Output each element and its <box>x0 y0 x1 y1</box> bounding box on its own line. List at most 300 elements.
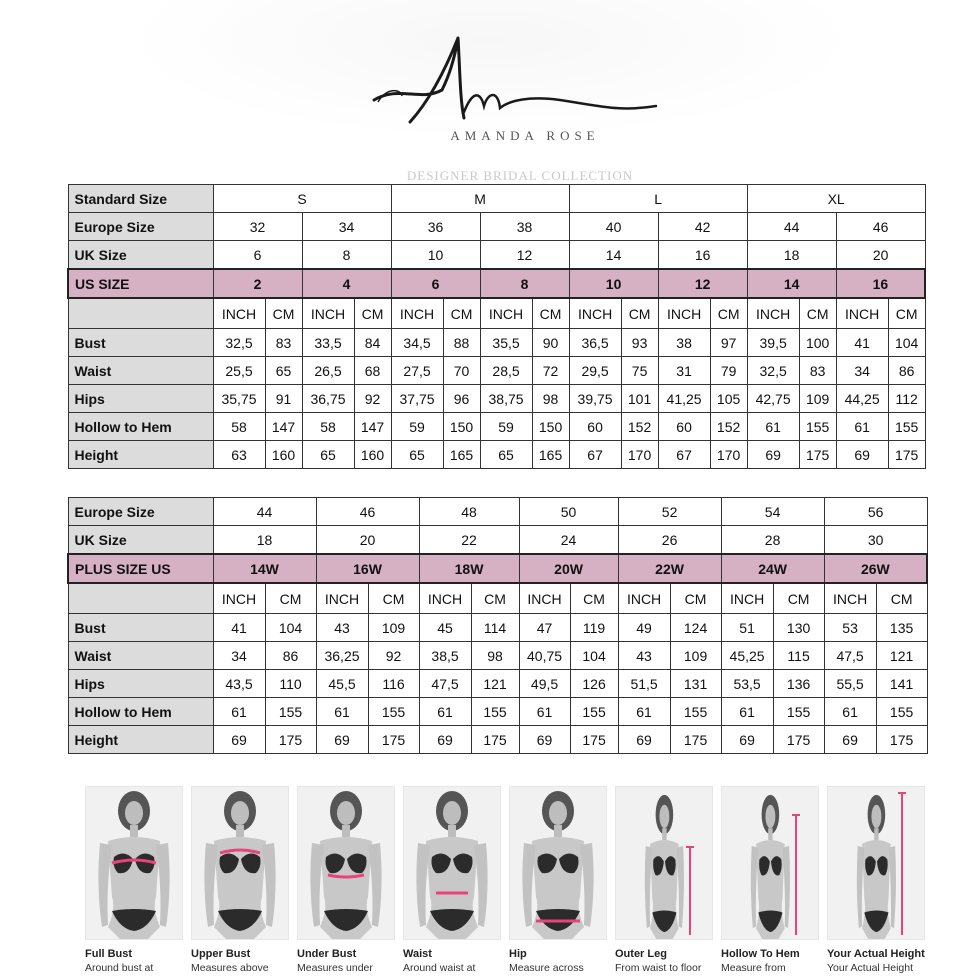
europe-size-cell: 44 <box>213 498 316 526</box>
measure-cell: 104 <box>265 614 316 642</box>
measure-cell: 49,5 <box>519 670 570 698</box>
unit-inch: INCH <box>824 583 876 614</box>
measure-cell: 110 <box>265 670 316 698</box>
measure-cell: 104 <box>888 329 925 357</box>
measure-cell: 61 <box>419 698 471 726</box>
measure-cell: 121 <box>471 670 519 698</box>
measure-cell: 152 <box>621 413 658 441</box>
measure-cell: 175 <box>888 441 925 469</box>
measure-cell: 39,75 <box>569 385 621 413</box>
measure-cell: 58 <box>213 413 265 441</box>
figure-under-bust-icon <box>297 786 395 940</box>
measure-cell: 147 <box>265 413 302 441</box>
measure-cell: 155 <box>876 698 927 726</box>
uk-size-cell: 24 <box>519 526 618 555</box>
figure-description: From waist to floor <box>615 962 702 974</box>
measurement-figure <box>827 786 925 974</box>
uk-size-cell: 20 <box>316 526 419 555</box>
us-size-cell: 14 <box>747 269 836 298</box>
measure-cell: 170 <box>621 441 658 469</box>
measure-cell: 101 <box>621 385 658 413</box>
figure-title: Your Actual Height <box>827 948 925 960</box>
europe-size-cell: 48 <box>419 498 519 526</box>
table-row <box>68 385 925 413</box>
measure-cell: 33,5 <box>302 329 354 357</box>
row-label: Europe Size <box>68 213 213 241</box>
logo-area <box>0 0 980 185</box>
measure-cell: 175 <box>471 726 519 754</box>
table-row <box>68 498 927 526</box>
measure-cell: 98 <box>532 385 569 413</box>
table-row <box>68 441 925 469</box>
measure-cell: 155 <box>471 698 519 726</box>
europe-size-cell: 36 <box>391 213 480 241</box>
measure-cell: 155 <box>368 698 419 726</box>
standard-size-cell: S <box>213 185 391 213</box>
row-label: US SIZE <box>68 269 213 298</box>
unit-cm: CM <box>670 583 721 614</box>
us-size-cell: 26W <box>824 554 927 583</box>
measure-cell: 69 <box>824 726 876 754</box>
europe-size-cell: 54 <box>721 498 824 526</box>
uk-size-cell: 18 <box>213 526 316 555</box>
unit-inch: INCH <box>836 298 888 329</box>
unit-inch: INCH <box>721 583 773 614</box>
measure-cell: 69 <box>747 441 799 469</box>
us-size-cell: 24W <box>721 554 824 583</box>
table-row <box>68 614 927 642</box>
figure-upper-bust-icon <box>191 786 289 940</box>
measure-cell: 44,25 <box>836 385 888 413</box>
measurement-figure <box>615 786 713 974</box>
measure-cell: 155 <box>773 698 824 726</box>
measure-cell: 37,75 <box>391 385 443 413</box>
standard-size-cell: L <box>569 185 747 213</box>
row-label: UK Size <box>68 241 213 270</box>
measure-cell: 31 <box>658 357 710 385</box>
us-size-cell: 20W <box>519 554 618 583</box>
brand-name: AMANDA ROSE <box>450 128 600 143</box>
measure-cell: 126 <box>570 670 618 698</box>
measure-cell: 27,5 <box>391 357 443 385</box>
us-size-cell: 18W <box>419 554 519 583</box>
figure-hip-icon <box>509 786 607 940</box>
measure-cell: 61 <box>316 698 368 726</box>
measure-cell: 72 <box>532 357 569 385</box>
measure-cell: 131 <box>670 670 721 698</box>
row-label: Hollow to Hem <box>68 413 213 441</box>
measure-cell: 34 <box>836 357 888 385</box>
measure-cell: 59 <box>391 413 443 441</box>
measure-cell: 61 <box>721 698 773 726</box>
measure-cell: 91 <box>265 385 302 413</box>
table-row <box>68 413 925 441</box>
figure-title: Hollow To Hem <box>721 948 800 960</box>
measure-cell: 100 <box>799 329 836 357</box>
measure-cell: 35,5 <box>480 329 532 357</box>
unit-inch: INCH <box>213 298 265 329</box>
measure-cell: 92 <box>354 385 391 413</box>
measure-cell: 53 <box>824 614 876 642</box>
standard-size-cell: XL <box>747 185 925 213</box>
unit-cm: CM <box>799 298 836 329</box>
table-row <box>68 269 925 298</box>
measure-cell: 175 <box>773 726 824 754</box>
measure-cell: 63 <box>213 441 265 469</box>
uk-size-cell: 6 <box>213 241 302 270</box>
measure-cell: 155 <box>570 698 618 726</box>
plus-size-table <box>67 497 928 754</box>
figure-description: Around bust at <box>85 962 154 974</box>
measure-cell: 86 <box>265 642 316 670</box>
measure-cell: 83 <box>799 357 836 385</box>
measure-cell: 83 <box>265 329 302 357</box>
measurement-guide <box>0 786 980 980</box>
uk-size-cell: 10 <box>391 241 480 270</box>
europe-size-cell: 46 <box>316 498 419 526</box>
measure-cell: 45,25 <box>721 642 773 670</box>
measure-cell: 109 <box>368 614 419 642</box>
us-size-cell: 16 <box>836 269 925 298</box>
europe-size-cell: 40 <box>569 213 658 241</box>
measure-cell: 61 <box>519 698 570 726</box>
row-label-empty <box>68 583 213 614</box>
unit-inch: INCH <box>519 583 570 614</box>
measure-cell: 150 <box>443 413 480 441</box>
us-size-cell: 6 <box>391 269 480 298</box>
row-label: Height <box>68 441 213 469</box>
europe-size-cell: 38 <box>480 213 569 241</box>
row-label: UK Size <box>68 526 213 555</box>
row-label: Europe Size <box>68 498 213 526</box>
measure-cell: 69 <box>519 726 570 754</box>
measure-cell: 155 <box>888 413 925 441</box>
unit-cm: CM <box>876 583 927 614</box>
measure-cell: 61 <box>213 698 265 726</box>
measure-cell: 38,5 <box>419 642 471 670</box>
unit-cm: CM <box>710 298 747 329</box>
measure-cell: 175 <box>368 726 419 754</box>
measure-cell: 115 <box>773 642 824 670</box>
figure-title: Waist <box>403 948 432 960</box>
measure-cell: 41 <box>213 614 265 642</box>
figure-description: Measures under <box>297 962 373 974</box>
measure-cell: 69 <box>618 726 670 754</box>
measure-cell: 38,75 <box>480 385 532 413</box>
measure-cell: 32,5 <box>213 329 265 357</box>
measure-cell: 40,75 <box>519 642 570 670</box>
europe-size-cell: 52 <box>618 498 721 526</box>
measure-cell: 175 <box>670 726 721 754</box>
unit-cm: CM <box>888 298 925 329</box>
row-label: Bust <box>68 329 213 357</box>
measure-cell: 35,75 <box>213 385 265 413</box>
unit-inch: INCH <box>419 583 471 614</box>
table-row <box>68 357 925 385</box>
measure-cell: 155 <box>265 698 316 726</box>
uk-size-cell: 14 <box>569 241 658 270</box>
figure-title: Outer Leg <box>615 948 667 960</box>
measure-cell: 36,25 <box>316 642 368 670</box>
measure-cell: 43 <box>618 642 670 670</box>
us-size-cell: 22W <box>618 554 721 583</box>
measure-cell: 97 <box>710 329 747 357</box>
measure-cell: 121 <box>876 642 927 670</box>
figure-bust-icon <box>85 786 183 940</box>
measure-cell: 160 <box>265 441 302 469</box>
measure-cell: 165 <box>443 441 480 469</box>
measure-cell: 28,5 <box>480 357 532 385</box>
measure-cell: 59 <box>480 413 532 441</box>
measure-cell: 109 <box>670 642 721 670</box>
table-row <box>68 642 927 670</box>
measure-cell: 70 <box>443 357 480 385</box>
measure-cell: 43,5 <box>213 670 265 698</box>
measure-cell: 104 <box>570 642 618 670</box>
measure-cell: 136 <box>773 670 824 698</box>
uk-size-cell: 18 <box>747 241 836 270</box>
unit-cm: CM <box>621 298 658 329</box>
us-size-cell: 14W <box>213 554 316 583</box>
measure-cell: 38 <box>658 329 710 357</box>
measure-cell: 51 <box>721 614 773 642</box>
figure-hollow-icon <box>721 786 819 940</box>
unit-cm: CM <box>265 298 302 329</box>
unit-cm: CM <box>471 583 519 614</box>
table-row <box>68 670 927 698</box>
measure-cell: 41,25 <box>658 385 710 413</box>
measure-cell: 175 <box>570 726 618 754</box>
measurement-figure <box>403 786 501 974</box>
uk-size-cell: 26 <box>618 526 721 555</box>
table-row <box>68 698 927 726</box>
measure-cell: 147 <box>354 413 391 441</box>
us-size-cell: 10 <box>569 269 658 298</box>
measure-cell: 61 <box>836 413 888 441</box>
measure-cell: 36,5 <box>569 329 621 357</box>
measure-cell: 84 <box>354 329 391 357</box>
figure-description: Measures above <box>191 962 269 974</box>
unit-inch: INCH <box>302 298 354 329</box>
row-label: PLUS SIZE US <box>68 554 213 583</box>
measure-cell: 47 <box>519 614 570 642</box>
europe-size-cell: 44 <box>747 213 836 241</box>
unit-cm: CM <box>368 583 419 614</box>
row-label: Hips <box>68 670 213 698</box>
standard-size-table <box>67 184 926 469</box>
measure-cell: 58 <box>302 413 354 441</box>
measure-cell: 65 <box>265 357 302 385</box>
measure-cell: 105 <box>710 385 747 413</box>
uk-size-cell: 12 <box>480 241 569 270</box>
us-size-cell: 8 <box>480 269 569 298</box>
measure-cell: 53,5 <box>721 670 773 698</box>
measure-cell: 55,5 <box>824 670 876 698</box>
unit-cm: CM <box>773 583 824 614</box>
unit-cm: CM <box>265 583 316 614</box>
row-label: Waist <box>68 642 213 670</box>
unit-inch: INCH <box>316 583 368 614</box>
uk-size-cell: 30 <box>824 526 927 555</box>
measure-cell: 90 <box>532 329 569 357</box>
measure-cell: 93 <box>621 329 658 357</box>
measure-cell: 69 <box>419 726 471 754</box>
brand-tagline: DESIGNER BRIDAL COLLECTION <box>406 168 634 183</box>
measure-cell: 116 <box>368 670 419 698</box>
us-size-cell: 12 <box>658 269 747 298</box>
figure-title: Upper Bust <box>191 948 251 960</box>
measure-cell: 36,75 <box>302 385 354 413</box>
measure-cell: 155 <box>799 413 836 441</box>
measure-cell: 119 <box>570 614 618 642</box>
measurement-figure <box>297 786 395 974</box>
table-row <box>68 241 925 270</box>
figure-description: Around waist at <box>403 962 476 974</box>
figure-waist-icon <box>403 786 501 940</box>
measure-cell: 47,5 <box>419 670 471 698</box>
unit-inch: INCH <box>569 298 621 329</box>
measure-cell: 69 <box>316 726 368 754</box>
measure-cell: 135 <box>876 614 927 642</box>
measure-cell: 41 <box>836 329 888 357</box>
measure-cell: 88 <box>443 329 480 357</box>
measure-cell: 114 <box>471 614 519 642</box>
figure-title: Hip <box>509 948 527 960</box>
measurement-figure <box>721 786 819 974</box>
measure-cell: 130 <box>773 614 824 642</box>
measure-cell: 175 <box>876 726 927 754</box>
uk-size-cell: 28 <box>721 526 824 555</box>
uk-size-cell: 16 <box>658 241 747 270</box>
unit-cm: CM <box>570 583 618 614</box>
unit-cm: CM <box>532 298 569 329</box>
measure-cell: 124 <box>670 614 721 642</box>
measure-cell: 165 <box>532 441 569 469</box>
measure-cell: 34,5 <box>391 329 443 357</box>
measure-cell: 47,5 <box>824 642 876 670</box>
measure-cell: 61 <box>618 698 670 726</box>
row-label: Waist <box>68 357 213 385</box>
measure-cell: 49 <box>618 614 670 642</box>
row-label: Bust <box>68 614 213 642</box>
uk-size-cell: 20 <box>836 241 925 270</box>
measure-cell: 61 <box>747 413 799 441</box>
figure-description: Measure across <box>509 962 584 974</box>
unit-header-row <box>68 583 927 614</box>
measure-cell: 96 <box>443 385 480 413</box>
standard-size-cell: M <box>391 185 569 213</box>
unit-cm: CM <box>443 298 480 329</box>
measurement-figure <box>85 786 183 974</box>
measure-cell: 155 <box>670 698 721 726</box>
measure-cell: 60 <box>658 413 710 441</box>
table-row <box>68 185 925 213</box>
measure-cell: 112 <box>888 385 925 413</box>
measure-cell: 43 <box>316 614 368 642</box>
measure-cell: 60 <box>569 413 621 441</box>
unit-inch: INCH <box>391 298 443 329</box>
measure-cell: 61 <box>824 698 876 726</box>
unit-cm: CM <box>354 298 391 329</box>
table-row <box>68 213 925 241</box>
measure-cell: 34 <box>213 642 265 670</box>
unit-inch: INCH <box>480 298 532 329</box>
unit-inch: INCH <box>213 583 265 614</box>
measure-cell: 170 <box>710 441 747 469</box>
measure-cell: 160 <box>354 441 391 469</box>
uk-size-cell: 8 <box>302 241 391 270</box>
row-label: Standard Size <box>68 185 213 213</box>
table-row <box>68 554 927 583</box>
measure-cell: 69 <box>721 726 773 754</box>
europe-size-cell: 56 <box>824 498 927 526</box>
measurement-figure <box>191 786 289 974</box>
measure-cell: 86 <box>888 357 925 385</box>
measure-cell: 150 <box>532 413 569 441</box>
measure-cell: 109 <box>799 385 836 413</box>
measure-cell: 92 <box>368 642 419 670</box>
europe-size-cell: 46 <box>836 213 925 241</box>
measure-cell: 32,5 <box>747 357 799 385</box>
figure-title: Full Bust <box>85 948 133 960</box>
measurement-figure <box>509 786 607 974</box>
row-label: Hollow to Hem <box>68 698 213 726</box>
measure-cell: 25,5 <box>213 357 265 385</box>
europe-size-cell: 42 <box>658 213 747 241</box>
measure-cell: 26,5 <box>302 357 354 385</box>
table-row <box>68 526 927 555</box>
row-label-empty <box>68 298 213 329</box>
measure-cell: 39,5 <box>747 329 799 357</box>
measure-cell: 67 <box>569 441 621 469</box>
table-row <box>68 329 925 357</box>
measure-cell: 65 <box>391 441 443 469</box>
row-label: Hips <box>68 385 213 413</box>
figure-description: Your Actual Height <box>827 962 914 974</box>
measure-cell: 69 <box>213 726 265 754</box>
measure-cell: 45,5 <box>316 670 368 698</box>
europe-size-cell: 32 <box>213 213 302 241</box>
figure-height-icon <box>827 786 925 940</box>
measure-cell: 175 <box>265 726 316 754</box>
measure-cell: 67 <box>658 441 710 469</box>
measure-cell: 45 <box>419 614 471 642</box>
uk-size-cell: 22 <box>419 526 519 555</box>
measure-cell: 152 <box>710 413 747 441</box>
unit-header-row <box>68 298 925 329</box>
measure-cell: 65 <box>302 441 354 469</box>
us-size-cell: 2 <box>213 269 302 298</box>
us-size-cell: 4 <box>302 269 391 298</box>
measure-cell: 175 <box>799 441 836 469</box>
table-row <box>68 726 927 754</box>
measure-cell: 98 <box>471 642 519 670</box>
measure-cell: 79 <box>710 357 747 385</box>
measure-cell: 42,75 <box>747 385 799 413</box>
unit-inch: INCH <box>747 298 799 329</box>
figure-title: Under Bust <box>297 948 357 960</box>
measure-cell: 75 <box>621 357 658 385</box>
measure-cell: 68 <box>354 357 391 385</box>
row-label: Height <box>68 726 213 754</box>
signature-logo-icon <box>360 30 670 140</box>
unit-inch: INCH <box>658 298 710 329</box>
us-size-cell: 16W <box>316 554 419 583</box>
europe-size-cell: 34 <box>302 213 391 241</box>
unit-inch: INCH <box>618 583 670 614</box>
measure-cell: 65 <box>480 441 532 469</box>
figure-outer-leg-icon <box>615 786 713 940</box>
